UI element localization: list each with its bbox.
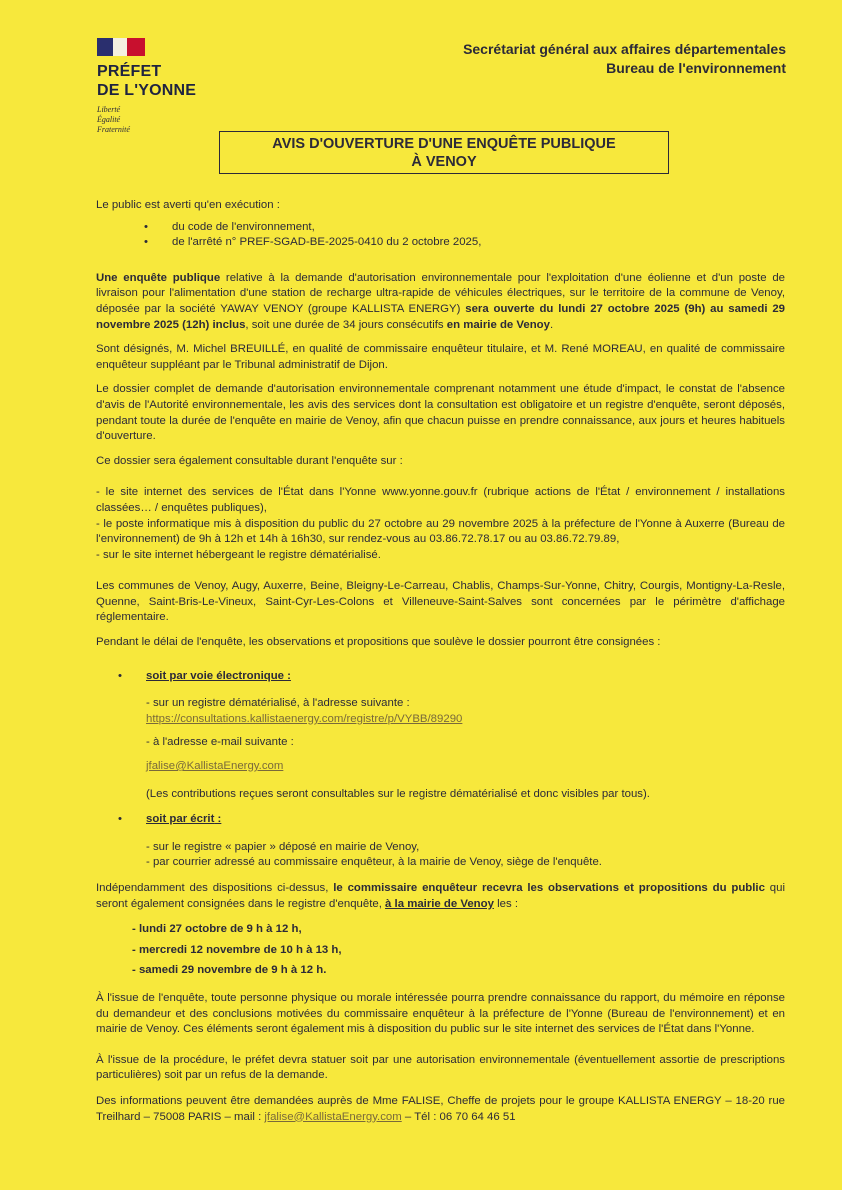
date-item: - mercredi 12 novembre de 10 h à 13 h, <box>132 943 342 956</box>
department-header <box>463 40 786 78</box>
paragraph-rapport: À l'issue de l'enquête, toute personne physique ou morale intéressée pourra prendre connaissance du rapport, du mémoire en réponse du demandeur et des conclusions motivées du commissaire enquêteur à la préfecture de l'Yonne (Bureau de l'environnement) et en mairie de Venoy. Ces éléments seront également mis à disposition du public sur le site internet des services de l'État dans l'Yonne. <box>96 991 785 1036</box>
paragraph-consultable: Ce dossier sera également consultable durant l'enquête sur : <box>96 454 403 467</box>
intro-item: • du code de l'environnement, <box>144 220 315 233</box>
registre-link-wrap <box>96 712 785 728</box>
registre-text: - sur un registre dématérialisé, à l'adresse suivante : <box>146 697 410 710</box>
paragraph-contact: Des informations peuvent être demandées auprès de Mme FALISE, Cheffe de projets pour le groupe KALLISTA ENERGY – 18-20 rue Treilhard – 75008 PARIS – mail : jfalise@KallistaEnergy.com – Tél : 06 70 64 46 51 <box>96 1094 785 1123</box>
prefet-logo <box>97 38 196 135</box>
logo-line1: PRÉFET <box>97 63 162 80</box>
date-item: - lundi 27 octobre de 9 h à 12 h, <box>132 923 302 936</box>
registre-link[interactable]: https://consultations.kallistaenergy.com/registre/p/VYBB/89290 <box>146 712 463 725</box>
paragraph-commissaires: Sont désignés, M. Michel BREUILLÉ, en qualité de commissaire enquêteur titulaire, et M. René MOREAU, en qualité de commissaire enquêteur suppléant par le Tribunal administratif de Dijon. <box>96 343 785 371</box>
consult-item: - le site internet des services de l'État dans l'Yonne www.yonne.gouv.fr (rubrique actions de l'État / environnement / installations classées… / enquêtes publiques), <box>96 486 785 514</box>
written-line: - sur le registre « papier » déposé en mairie de Venoy, <box>146 840 420 853</box>
consult-item: - sur le site internet hébergeant le registre dématérialisé. <box>96 548 381 561</box>
notice-title <box>219 131 669 174</box>
paragraph-dossier: Le dossier complet de demande d'autorisation environnementale comprenant notamment une étude d'impact, le constat de l'absence d'avis de l'Autorité environnementale, les avis des services dont la consultation est obligatoire et un registre d'enquête, seront déposés, pendant toute la durée de l'enquête en mairie de Venoy, afin que chacun puisse en prendre connaissance, aux jours et heures habituels d'ouverture. <box>96 383 785 443</box>
email-text: - à l'adresse e-mail suivante : <box>146 736 294 749</box>
consult-item: - le poste informatique mis à disposition du public du 27 octobre au 29 novembre 2025 à la préfecture de l'Yonne à Auxerre (Bureau de l'environnement) de 9h à 12h et 14h à 16h30, sur rendez-vous au 03.86.72.78.17 ou au 03.86.72.79.89, <box>96 517 785 546</box>
mode-ecrit: • soit par écrit : <box>118 813 222 826</box>
mode-electronique: • soit par voie électronique : <box>118 669 291 682</box>
date-item: - samedi 29 novembre de 9 h à 12 h. <box>132 964 327 977</box>
contributions-note: (Les contributions reçues seront consultables sur le registre dématérialisé et donc visibles par tous). <box>146 787 650 800</box>
paragraph-observations: Pendant le délai de l'enquête, les observations et propositions que soulève le dossier pourront être consignées : <box>96 636 661 649</box>
notice-body <box>96 198 785 1125</box>
email-link-wrap <box>96 759 785 775</box>
motto-liberte: Liberté <box>97 105 121 114</box>
contact-email-link[interactable]: jfalise@KallistaEnergy.com <box>264 1110 402 1123</box>
paragraph-communes: Les communes de Venoy, Augy, Auxerre, Beine, Bleigny-Le-Carreau, Chablis, Champs-Sur-Yonne, Chitry, Courgis, Montigny-La-Resle, Quenne, Saint-Bris-Le-Vineux, Saint-Cyr-Les-Colons et Villeneuve-Saint-Salves sont concernées par le périmètre d'affichage réglementaire. <box>96 580 785 624</box>
motto <box>97 105 196 135</box>
intro-item: • de l'arrêté n° PREF-SGAD-BE-2025-0410 du 2 octobre 2025, <box>144 236 482 249</box>
title-line1: AVIS D'OUVERTURE D'UNE ENQUÊTE PUBLIQUE <box>272 136 616 152</box>
dept-line2: Bureau de l'environnement <box>606 60 786 76</box>
intro-text: Le public est averti qu'en exécution : <box>96 199 280 211</box>
mode-electronique-label: soit par voie électronique <box>146 669 284 682</box>
paragraph-enquete: Une enquête publique relative à la demande d'autorisation environnementale pour l'exploitation d'une éolienne et d'un poste de livraison pour l'alimentation d'une station de recharge ultra-rapide de véhicules électriques, sur le territoire de la commune de Venoy, déposée par la société YAWAY VENOY (groupe KALLISTA ENERGY) sera ouverte du lundi 27 octobre 2025 (9h) au samedi 29 novembre 2025 (12h) inclus, soit une durée de 34 jours consécutifs en mairie de Venoy. <box>96 271 785 331</box>
marianne-flag-icon <box>97 38 145 56</box>
written-line: - par courrier adressé au commissaire enquêteur, à la mairie de Venoy, siège de l'enquête. <box>146 856 602 869</box>
paragraph-permanences: Indépendamment des dispositions ci-dessus, le commissaire enquêteur recevra les observations et propositions du public qui seront également consignées dans le registre d'enquête, à la mairie de Venoy les : <box>96 882 785 910</box>
paragraph-decision: À l'issue de la procédure, le préfet devra statuer soit par une autorisation environnementale (éventuellement assortie de prescriptions particulières) soit par un refus de la demande. <box>96 1053 785 1082</box>
motto-fraternite: Fraternité <box>97 125 130 134</box>
email-link[interactable]: jfalise@KallistaEnergy.com <box>146 760 284 773</box>
title-line2: À VENOY <box>411 154 477 170</box>
motto-egalite: Égalité <box>97 115 121 124</box>
logo-line2: DE L'YONNE <box>97 82 197 99</box>
mode-ecrit-label: soit par écrit <box>146 813 215 826</box>
dept-line1: Secrétariat général aux affaires départementales <box>463 41 786 57</box>
